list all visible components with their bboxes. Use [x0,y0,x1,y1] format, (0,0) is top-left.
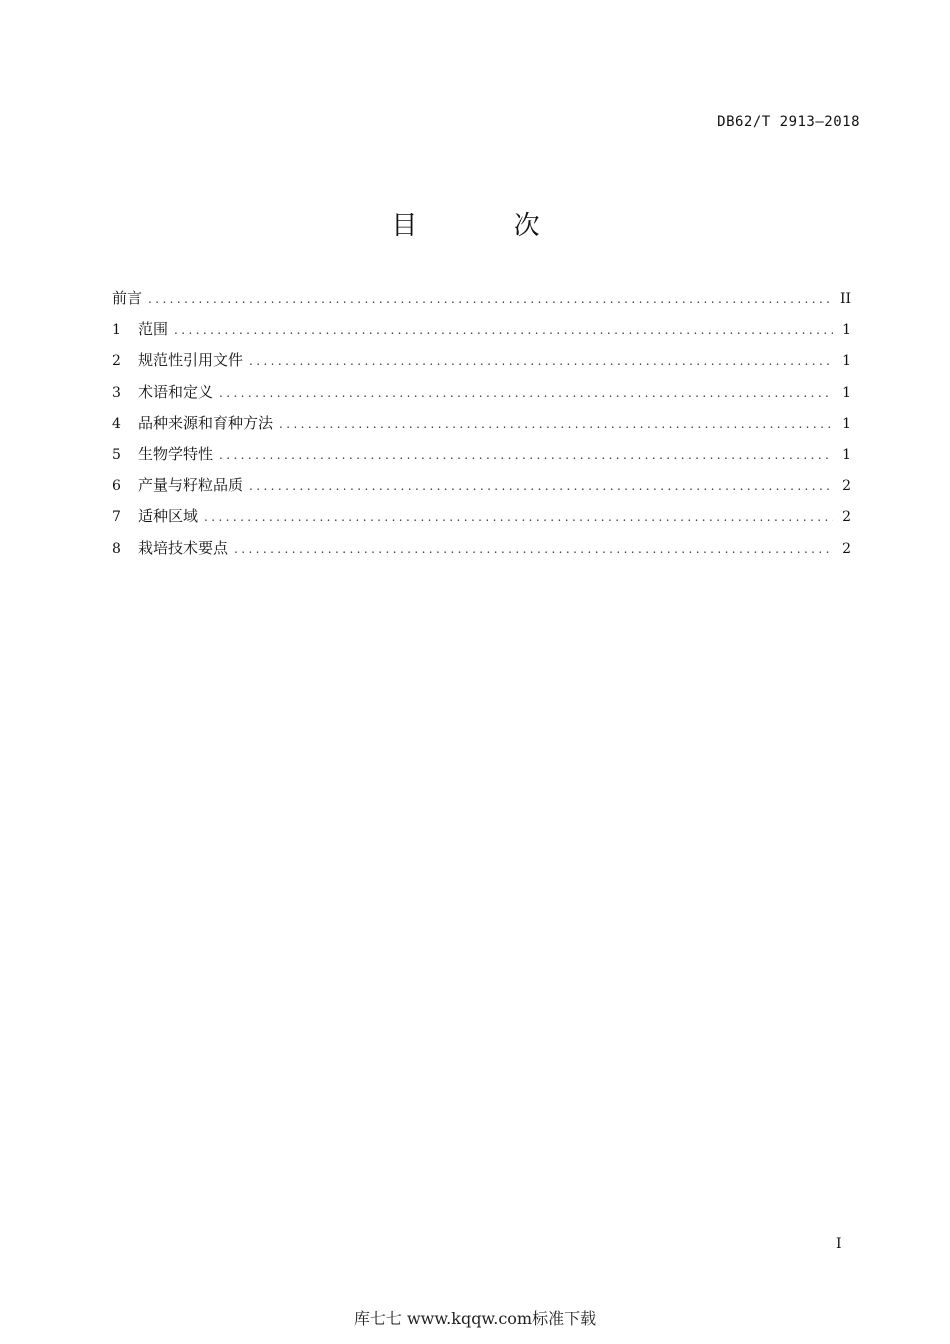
toc-entry-page: 1 [842,384,851,401]
toc-entry-page: 2 [842,509,851,526]
toc-entry-number: 6 [112,478,121,495]
toc-entry-2[interactable] [112,348,851,379]
toc-entry-text: 适种区域 [138,507,199,526]
toc-entry-page: II [839,291,851,307]
toc-leader-dots [148,287,833,311]
toc-entry-page: 1 [842,353,851,370]
toc-leader-dots [204,505,833,529]
toc-leader-dots [249,474,833,498]
toc-entry-8[interactable] [112,536,851,567]
toc-leader-dots [279,412,833,436]
toc-entry-text: 范围 [138,320,169,339]
toc-entry-text: 品种来源和育种方法 [138,413,274,432]
toc-entry-text: 产量与籽粒品质 [138,476,244,495]
toc-entry-5[interactable] [112,442,851,473]
table-of-contents [112,286,851,567]
toc-entry-text: 术语和定义 [138,382,214,401]
toc-entry-text: 前言 [112,289,143,307]
toc-entry-number: 1 [112,322,121,339]
toc-entry-page: 2 [842,540,851,557]
toc-entry-3[interactable] [112,380,851,411]
toc-entry-number: 5 [112,446,121,463]
toc-leader-dots [219,381,833,405]
toc-entry-page: 1 [842,415,851,432]
toc-entry-text: 栽培技术要点 [138,538,229,557]
standard-code: DB62/T 2913—2018 [717,114,860,130]
toc-entry-number: 2 [112,353,121,370]
toc-entry-page: 2 [842,478,851,495]
toc-entry-page: 1 [842,446,851,463]
toc-entry-1[interactable] [112,317,851,348]
toc-entry-page: 1 [842,322,851,339]
toc-entry-number: 3 [112,384,121,401]
toc-entry-6[interactable] [112,473,851,504]
toc-entry-text: 生物学特性 [138,444,214,463]
watermark-text: 库七七 www.kqqw.com标准下载 [353,1309,597,1328]
page-number: I [836,1236,842,1252]
toc-entry-7[interactable] [112,504,851,535]
toc-entry-foreword[interactable] [112,286,851,317]
toc-leader-dots [219,443,833,467]
toc-title: 目 次 [391,211,584,241]
toc-leader-dots [174,318,833,342]
toc-entry-number: 7 [112,509,121,526]
toc-entry-4[interactable] [112,411,851,442]
toc-entry-number: 8 [112,540,121,557]
toc-leader-dots [249,349,833,373]
toc-leader-dots [234,537,833,561]
toc-entry-number: 4 [112,415,121,432]
toc-entry-text: 规范性引用文件 [138,351,244,370]
